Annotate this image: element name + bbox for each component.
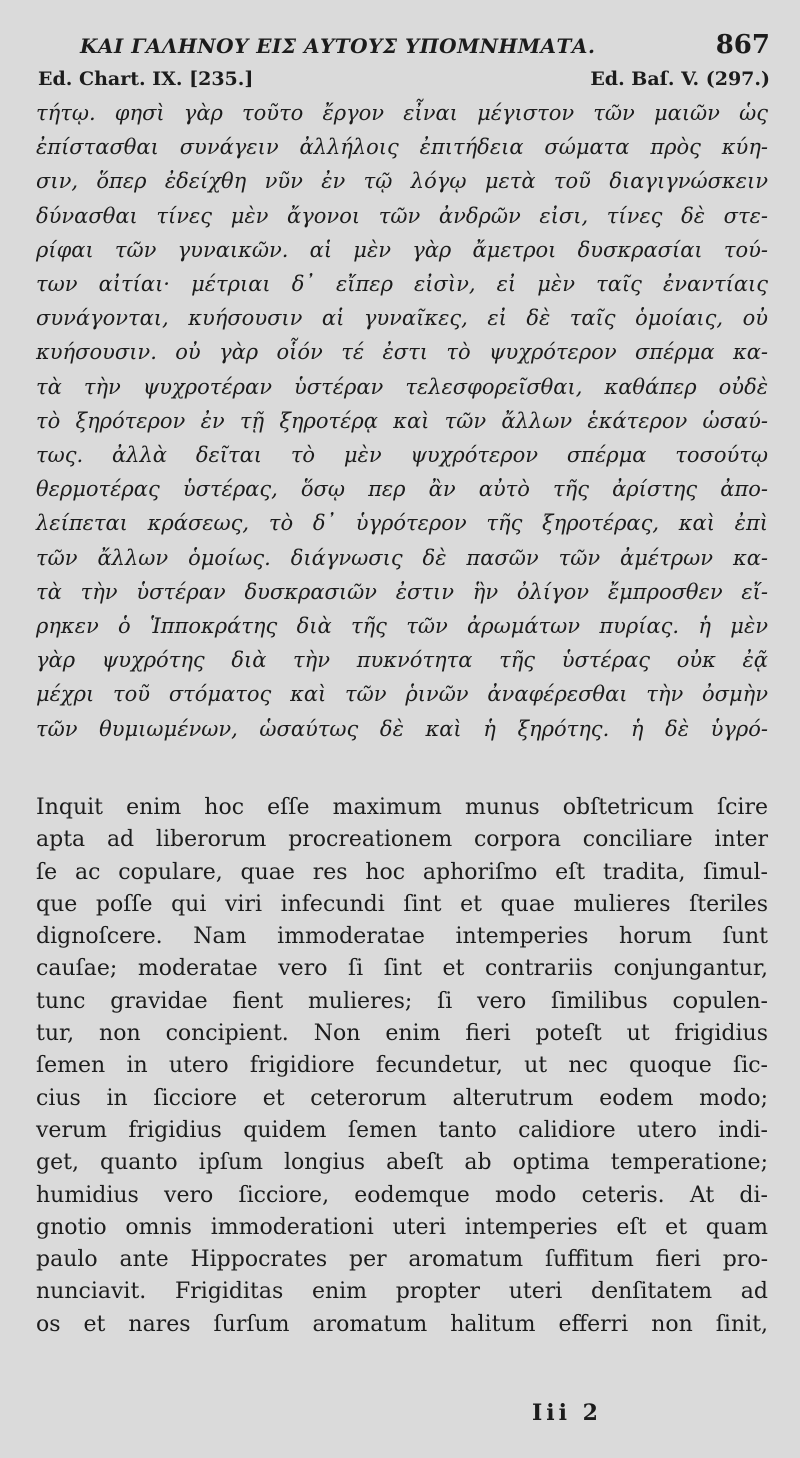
text-line: λείπεται κράσεως, τὸ δ᾽ ὑγρότερον τῆς ξηροτέρας, καὶ ἐπὶ [36,511,768,536]
running-title: ΚΑΙ ΓΑΛΗΝΟΥ ΕΙΣ ΑΥΤΟΥΣ ΥΠΟΜΝΗΜΑΤΑ. [80,34,596,58]
text-line: συνάγονται, κυήσουσιν αἱ γυναῖκες, εἰ δὲ ταῖς ὁμοίαις, οὐ [36,306,768,331]
text-line: gnotio omnis immoderationi uteri intemperies eſt et quam [36,1214,768,1240]
text-line: apta ad liberorum procreationem corpora conciliare inter [36,827,768,853]
text-line: γὰρ ψυχρότης διὰ τὴν πυκνότητα τῆς ὑστέρας οὐκ ἐᾷ [36,648,768,673]
text-line: τὸ ξηρότερον ἐν τῇ ξηροτέρᾳ καὶ τῶν ἄλλων ἑκάτερον ὡσαύ- [36,408,768,433]
text-line: humidius vero ſicciore, eodemque modo ceteris. At di- [36,1182,768,1208]
text-line: ρίφαι τῶν γυναικῶν. αἱ μὲν γὰρ ἄμετροι δυσκρασίαι τού- [36,237,768,262]
text-line: get, quanto ipſum longius abeſt ab optima temperatione; [36,1150,768,1176]
text-line: cius in ſicciore et ceterorum alterutrum eodem modo; [36,1085,768,1111]
text-line: τῶν θυμιωμένων, ὡσαύτως δὲ καὶ ἡ ξηρότης. ἡ δὲ ὑγρό- [36,716,768,741]
text-line: cauſae; moderatae vero ſi ſint et contrariis conjungantur, [36,956,768,982]
text-line: δύνασθαι τίνες μὲν ἄγονοι τῶν ἀνδρῶν εἰσι, τίνες δὲ στε- [36,203,768,228]
text-line: τὰ τὴν ψυχροτέραν ὑστέραν τελεσφορεῖσθαι, καθάπερ οὐδὲ [36,374,768,399]
text-line: verum frigidius quidem ſemen tanto calidiore utero indi- [36,1117,768,1143]
text-line: dignoſcere. Nam immoderatae intemperies horum ſunt [36,924,768,950]
text-line: paulo ante Hippocrates per aromatum ſuffitum fieri pro- [36,1247,768,1273]
text-line: θερμοτέρας ὑστέρας, ὅσῳ περ ἂν αὐτὸ τῆς ἀρίστης ἀπο- [36,477,768,502]
text-line: τήτῳ. φησὶ γὰρ τοῦτο ἔργον εἶναι μέγιστον τῶν μαιῶν ὡς [36,101,768,125]
edition-chart-reference: Ed. Chart. IX. [235.] [38,68,254,90]
page-number: 867 [715,30,770,60]
text-line: μέχρι τοῦ στόματος καὶ τῶν ῥινῶν ἀναφέρεσθαι τὴν ὀσμὴν [36,682,768,707]
text-line: que poſſe qui viri infecundi ſint et quae mulieres ſteriles [36,891,768,917]
page-header [80,30,770,60]
text-line: os et nares ſurſum aromatum halitum efferri non ſinit, [36,1311,768,1337]
text-line: ſemen in utero frigidiore fecundetur, ut nec quoque ſic- [36,1053,768,1079]
edition-references [38,68,770,90]
greek-text-block [36,96,768,746]
text-line: τὰ τὴν ὑστέραν δυσκρασιῶν ἐστιν ἣν ὀλίγον ἔμπροσθεν εἴ- [36,579,768,604]
edition-basel-reference: Ed. Baſ. V. (297.) [590,68,770,90]
text-line: των αἰτίαι· μέτριαι δ᾽ εἴπερ εἰσὶν, εἰ μὲν ταῖς ἐναντίαις [36,272,768,297]
text-line: ρηκεν ὁ Ἱπποκράτης διὰ τῆς τῶν ἀρωμάτων πυρίας. ἡ μὲν [36,614,768,639]
signature-mark: Iii 2 [532,1400,602,1426]
text-line: tur, non concipient. Non enim fieri poteſt ut frigidius [36,1021,768,1047]
text-line: ἐπίστασθαι συνάγειν ἀλλήλοις ἐπιτήδεια σώματα πρὸς κύη- [36,135,768,160]
text-line: τῶν ἄλλων ὁμοίως. διάγνωσις δὲ πασῶν τῶν ἀμέτρων κα- [36,545,768,570]
text-line: nunciavit. Frigiditas enim propter uteri denſitatem ad [36,1279,768,1305]
text-line: Inquit enim hoc eſſe maximum munus obſtetricum ſcire [36,795,768,820]
text-line: σιν, ὅπερ ἐδείχθη νῦν ἐν τῷ λόγῳ μετὰ τοῦ διαγιγνώσκειν [36,169,768,194]
text-line: τως. ἀλλὰ δεῖται τὸ μὲν ψυχρότερον σπέρμα τοσούτῳ [36,443,768,468]
text-line: ſe ac copulare, quae res hoc aphoriſmo eſt tradita, ſimul- [36,859,768,885]
latin-text-block [36,792,768,1341]
text-line: tunc gravidae fient mulieres; ſi vero ſimilibus copulen- [36,988,768,1014]
text-line: κυήσουσιν. οὐ γὰρ οἷόν τέ ἐστι τὸ ψυχρότερον σπέρμα κα- [36,340,768,365]
